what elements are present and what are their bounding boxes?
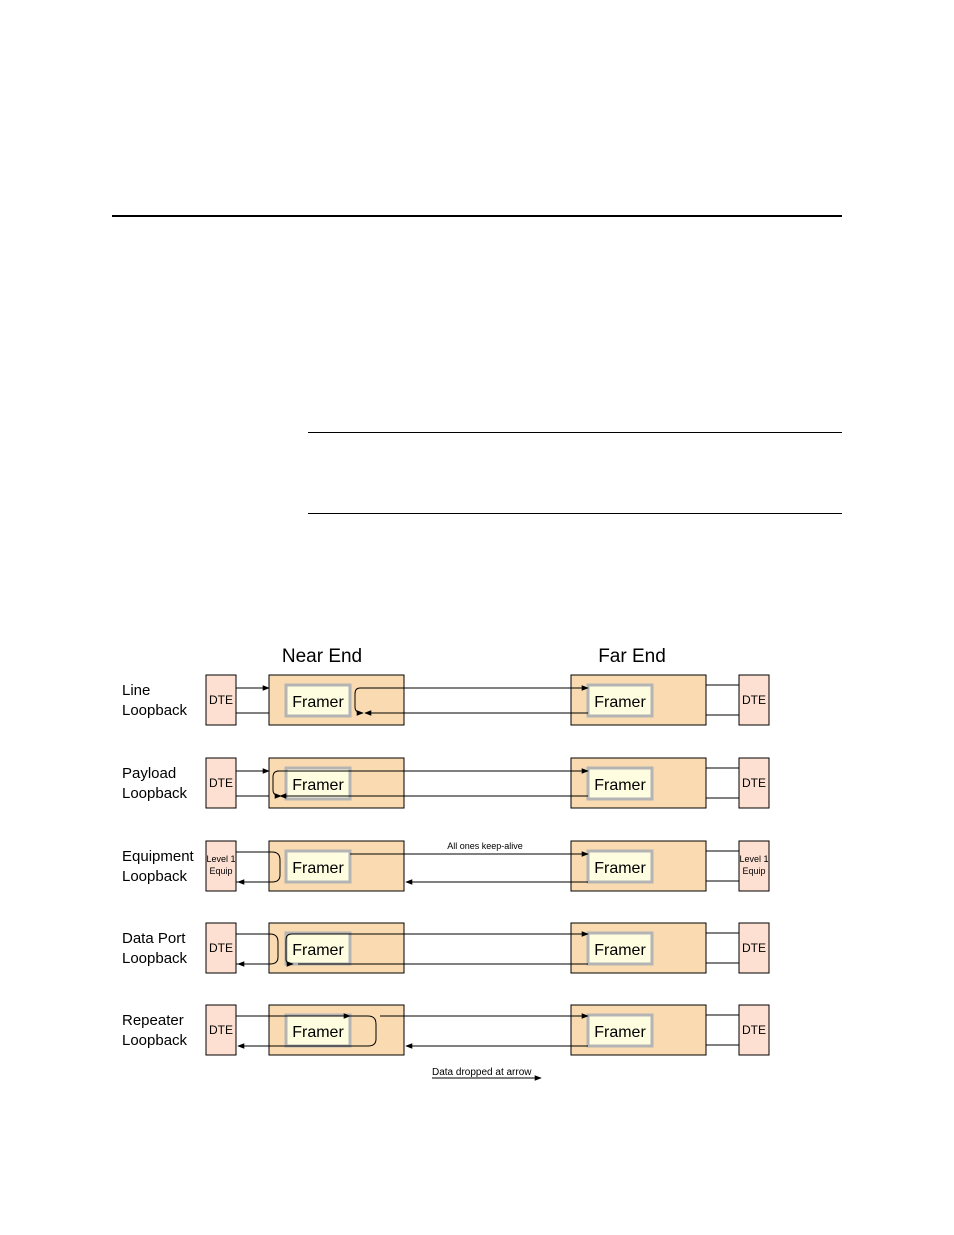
row-title-line-1: Data Port — [122, 930, 186, 947]
far-device-label: DTE — [742, 941, 766, 955]
near-device-label: DTE — [209, 1023, 233, 1037]
keep-alive-label: All ones keep-alive — [447, 841, 523, 851]
far-device-label-1: Level 1 — [739, 854, 769, 864]
loopback-row-line — [122, 675, 769, 725]
row-title-line-2: Loopback — [122, 1032, 188, 1049]
row-title-line-2: Loopback — [122, 868, 188, 885]
far-end-heading: Far End — [598, 646, 666, 667]
far-device-label-2: Equip — [742, 866, 766, 876]
row-title-line-1: Payload — [122, 765, 177, 782]
row-title-line-2: Loopback — [122, 950, 188, 967]
far-framer-label: Framer — [594, 694, 646, 711]
near-framer-label: Framer — [292, 942, 344, 959]
near-end-heading: Near End — [281, 646, 363, 667]
near-framer-label: Framer — [292, 860, 344, 877]
loopback-row-repeater — [122, 1005, 769, 1055]
row-title-line-1: Repeater — [122, 1012, 184, 1029]
near-device-label: DTE — [209, 941, 233, 955]
legend-text: Data dropped at arrow — [432, 1067, 532, 1078]
legend — [432, 1067, 541, 1078]
far-device-label: DTE — [742, 776, 766, 790]
loopback-row-payload — [122, 758, 769, 808]
far-framer-label: Framer — [594, 942, 646, 959]
far-framer-label: Framer — [594, 1024, 646, 1041]
near-device-label: DTE — [209, 776, 233, 790]
row-title-line-2: Loopback — [122, 702, 188, 719]
loopback-row-equipment — [122, 841, 769, 891]
loopback-row-dataport — [122, 923, 769, 973]
row-title-line-1: Equipment — [122, 848, 194, 865]
near-device-label-2: Equip — [209, 866, 233, 876]
far-framer-label: Framer — [594, 860, 646, 877]
row-title-line-1: Line — [122, 682, 151, 699]
far-device-label: DTE — [742, 693, 766, 707]
far-device-label: DTE — [742, 1023, 766, 1037]
near-device-label-1: Level 1 — [206, 854, 236, 864]
near-framer-label: Framer — [292, 777, 344, 794]
far-framer-label: Framer — [594, 777, 646, 794]
near-framer-label: Framer — [292, 694, 344, 711]
near-device-label: DTE — [209, 693, 233, 707]
near-framer-label: Framer — [292, 1024, 344, 1041]
row-title-line-2: Loopback — [122, 785, 188, 802]
